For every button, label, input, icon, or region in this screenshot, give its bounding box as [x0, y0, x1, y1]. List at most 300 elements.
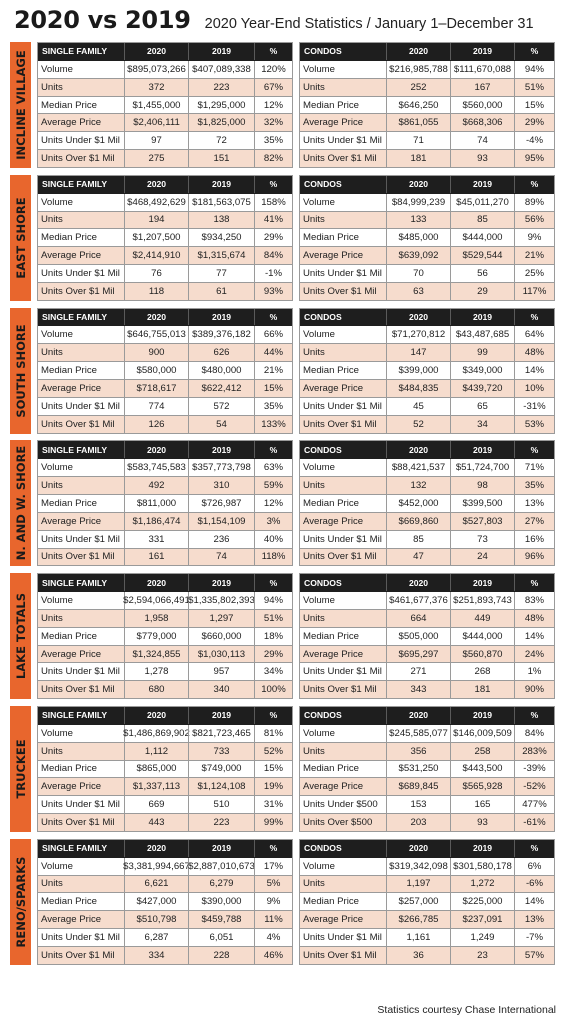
value-2020: 900 [124, 344, 188, 361]
regions-container [10, 42, 558, 972]
table-row [300, 194, 554, 212]
col-percent-header: % [514, 574, 554, 591]
row-label: Volume [41, 462, 73, 474]
table-row [38, 495, 292, 513]
col-percent-header: % [514, 840, 554, 857]
percent-change: 21% [254, 362, 292, 379]
percent-change: 29% [254, 646, 292, 663]
single-family-table [37, 839, 293, 965]
single-family-table [37, 573, 293, 699]
row-label: Median Price [41, 365, 97, 377]
table-row [300, 646, 554, 664]
value-2019: 1,272 [450, 876, 514, 893]
table-row [38, 681, 292, 698]
col-type-header: SINGLE FAMILY [42, 312, 108, 323]
value-2020: 194 [124, 212, 188, 229]
table-header-row [300, 176, 554, 194]
condos-table [299, 440, 555, 566]
percent-change: 14% [514, 362, 554, 379]
value-2019: 56 [450, 265, 514, 282]
value-2019: $560,000 [450, 97, 514, 114]
percent-change: -1% [254, 265, 292, 282]
value-2019: 449 [450, 610, 514, 627]
percent-change: 4% [254, 929, 292, 946]
value-2019: $1,154,109 [188, 513, 254, 530]
row-label: Average Price [41, 382, 102, 394]
table-header-row [38, 441, 292, 459]
region-label-bar [10, 175, 31, 301]
percent-change: 6% [514, 858, 554, 875]
value-2020: 1,112 [124, 743, 188, 760]
row-label: Units Under $1 Mil [41, 400, 120, 412]
value-2020: $216,985,788 [386, 61, 450, 78]
col-2019-header: 2019 [450, 43, 514, 60]
value-2020: 343 [386, 681, 450, 698]
row-label: Average Price [41, 781, 102, 793]
percent-change: 52% [254, 743, 292, 760]
value-2019: 6,051 [188, 929, 254, 946]
value-2019: $439,720 [450, 380, 514, 397]
row-label: Units Over $1 Mil [41, 285, 115, 297]
percent-change: 5% [254, 876, 292, 893]
row-label: Units Under $1 Mil [41, 533, 120, 545]
table-row [300, 858, 554, 876]
value-2019: 223 [188, 79, 254, 96]
table-header-row [300, 840, 554, 858]
value-2020: 70 [386, 265, 450, 282]
col-2019-header: 2019 [450, 176, 514, 193]
row-label: Units Under $1 Mil [303, 400, 382, 412]
row-label: Units Over $500 [303, 817, 373, 829]
row-label: Median Price [41, 630, 97, 642]
region-block [10, 706, 558, 832]
value-2019: 181 [450, 681, 514, 698]
percent-change: 32% [254, 114, 292, 131]
region-label-bar [10, 42, 31, 168]
value-2019: 223 [188, 814, 254, 831]
table-row [38, 761, 292, 779]
row-label: Units Over $1 Mil [41, 551, 115, 563]
region-label-bar [10, 706, 31, 832]
value-2020: 133 [386, 212, 450, 229]
table-row [38, 265, 292, 283]
region-block [10, 573, 558, 699]
row-label: Units Over $1 Mil [41, 817, 115, 829]
row-label: Median Price [41, 763, 97, 775]
value-2019: $407,089,338 [188, 61, 254, 78]
row-label: Units Under $1 Mil [41, 932, 120, 943]
row-label: Units [303, 347, 325, 359]
value-2020: 443 [124, 814, 188, 831]
percent-change: 10% [514, 380, 554, 397]
row-label: Units Over $1 Mil [303, 418, 377, 430]
value-2019: $357,773,798 [188, 459, 254, 476]
value-2019: 34 [450, 416, 514, 433]
value-2020: $531,250 [386, 761, 450, 778]
value-2020: 774 [124, 398, 188, 415]
row-label: Volume [303, 462, 335, 474]
value-2019: $459,788 [188, 911, 254, 928]
value-2020: $689,845 [386, 778, 450, 795]
row-label: Units Under $500 [303, 799, 378, 811]
value-2020: 126 [124, 416, 188, 433]
region-label-bar [10, 573, 31, 699]
table-row [38, 416, 292, 433]
value-2020: $510,798 [124, 911, 188, 928]
col-type-header: SINGLE FAMILY [42, 46, 108, 57]
percent-change: 35% [514, 477, 554, 494]
col-2019-header: 2019 [188, 707, 254, 724]
percent-change: 27% [514, 513, 554, 530]
table-row [300, 362, 554, 380]
value-2020: 680 [124, 681, 188, 698]
col-2019-header: 2019 [188, 840, 254, 857]
table-row [300, 513, 554, 531]
row-label: Units [41, 214, 63, 226]
value-2019: $2,887,010,673 [188, 858, 254, 875]
table-row [38, 79, 292, 97]
value-2020: $399,000 [386, 362, 450, 379]
value-2020: $2,414,910 [124, 247, 188, 264]
row-label: Median Price [303, 896, 359, 908]
row-label: Volume [303, 860, 335, 872]
percent-change: 95% [514, 150, 554, 167]
percent-change: 99% [254, 814, 292, 831]
row-label: Volume [303, 727, 335, 739]
table-row [300, 265, 554, 283]
value-2019: 1,249 [450, 929, 514, 946]
row-label: Volume [41, 594, 73, 606]
percent-change: 59% [254, 477, 292, 494]
col-2020-header: 2020 [386, 441, 450, 458]
row-label: Units [41, 612, 63, 624]
value-2020: $485,000 [386, 229, 450, 246]
value-2019: 93 [450, 814, 514, 831]
value-2020: $3,381,994,667 [124, 858, 188, 875]
row-label: Units Under $1 Mil [303, 666, 382, 678]
statistics-credit: Statistics courtesy Chase International [377, 1004, 556, 1016]
table-row [300, 796, 554, 814]
row-label: Volume [303, 63, 335, 75]
row-label: Median Price [303, 630, 359, 642]
value-2020: $1,337,113 [124, 778, 188, 795]
col-2019-header: 2019 [450, 309, 514, 326]
value-2020: 331 [124, 531, 188, 548]
value-2020: 6,287 [124, 929, 188, 946]
region-name: SOUTH SHORE [13, 323, 28, 418]
percent-change: 57% [514, 947, 554, 964]
table-row [38, 663, 292, 681]
table-row [300, 947, 554, 964]
value-2020: $1,186,474 [124, 513, 188, 530]
percent-change: 3% [254, 513, 292, 530]
region-name: N. AND W. SHORE [13, 446, 28, 561]
percent-change: 48% [514, 610, 554, 627]
percent-change: 56% [514, 212, 554, 229]
percent-change: 51% [514, 79, 554, 96]
table-row [38, 814, 292, 831]
row-label: Volume [41, 727, 73, 739]
value-2020: $646,250 [386, 97, 450, 114]
percent-change: 18% [254, 628, 292, 645]
value-2019: $560,870 [450, 646, 514, 663]
value-2020: $718,617 [124, 380, 188, 397]
percent-change: -31% [514, 398, 554, 415]
table-header-row [300, 574, 554, 592]
col-percent-header: % [514, 43, 554, 60]
col-percent-header: % [254, 176, 292, 193]
row-label: Units Over $1 Mil [41, 949, 115, 961]
row-label: Average Price [303, 117, 364, 129]
percent-change: 90% [514, 681, 554, 698]
table-row [38, 513, 292, 531]
condos-table [299, 42, 555, 168]
value-2019: $726,987 [188, 495, 254, 512]
row-label: Average Price [303, 781, 364, 793]
col-percent-header: % [254, 441, 292, 458]
col-percent-header: % [254, 574, 292, 591]
region-block [10, 308, 558, 434]
value-2020: 161 [124, 549, 188, 566]
row-label: Average Price [303, 648, 364, 660]
col-type-header: SINGLE FAMILY [42, 843, 108, 854]
percent-change: -52% [514, 778, 554, 795]
value-2019: $622,412 [188, 380, 254, 397]
value-2020: $266,785 [386, 911, 450, 928]
col-percent-header: % [254, 309, 292, 326]
percent-change: 84% [514, 725, 554, 742]
value-2019: $181,563,075 [188, 194, 254, 211]
table-row [300, 592, 554, 610]
row-label: Volume [41, 63, 73, 75]
value-2020: 372 [124, 79, 188, 96]
row-label: Units [41, 745, 63, 757]
region-label-bar [10, 308, 31, 434]
row-label: Units Under $1 Mil [41, 799, 120, 811]
table-row [300, 398, 554, 416]
value-2020: $895,073,266 [124, 61, 188, 78]
condos-table [299, 308, 555, 434]
value-2020: $1,207,500 [124, 229, 188, 246]
value-2020: $319,342,098 [386, 858, 450, 875]
col-2020-header: 2020 [124, 176, 188, 193]
value-2020: $505,000 [386, 628, 450, 645]
table-row [300, 61, 554, 79]
col-percent-header: % [514, 309, 554, 326]
col-2019-header: 2019 [188, 43, 254, 60]
col-type-header: CONDOS [304, 444, 342, 455]
value-2019: 98 [450, 477, 514, 494]
table-row [300, 380, 554, 398]
percent-change: 25% [514, 265, 554, 282]
value-2020: $257,000 [386, 893, 450, 910]
page-title: 2020 vs 2019 [14, 6, 191, 34]
percent-change: 1% [514, 663, 554, 680]
col-2020-header: 2020 [386, 43, 450, 60]
row-label: Units [303, 878, 325, 890]
value-2019: $668,306 [450, 114, 514, 131]
table-row [300, 150, 554, 167]
value-2020: $695,297 [386, 646, 450, 663]
percent-change: -4% [514, 132, 554, 149]
col-type-header: CONDOS [304, 46, 342, 57]
row-label: Average Price [303, 515, 364, 527]
row-label: Units Over $1 Mil [303, 684, 377, 696]
percent-change: 11% [254, 911, 292, 928]
table-row [38, 229, 292, 247]
table-row [300, 79, 554, 97]
col-percent-header: % [254, 43, 292, 60]
row-label: Units [41, 878, 63, 890]
value-2020: $669,860 [386, 513, 450, 530]
value-2019: 572 [188, 398, 254, 415]
table-row [300, 876, 554, 894]
value-2019: 72 [188, 132, 254, 149]
col-percent-header: % [254, 707, 292, 724]
percent-change: 14% [514, 628, 554, 645]
percent-change: 40% [254, 531, 292, 548]
row-label: Volume [41, 196, 73, 208]
percent-change: 9% [254, 893, 292, 910]
percent-change: 12% [254, 495, 292, 512]
row-label: Median Price [303, 99, 359, 111]
value-2019: 61 [188, 283, 254, 300]
value-2019: $660,000 [188, 628, 254, 645]
value-2019: 167 [450, 79, 514, 96]
value-2020: $646,755,013 [124, 326, 188, 343]
percent-change: 67% [254, 79, 292, 96]
row-label: Average Price [303, 914, 364, 926]
value-2020: 71 [386, 132, 450, 149]
col-type-header: SINGLE FAMILY [42, 577, 108, 588]
table-row [38, 380, 292, 398]
row-label: Units Over $1 Mil [303, 285, 377, 297]
value-2020: $580,000 [124, 362, 188, 379]
row-label: Median Price [41, 232, 97, 244]
percent-change: 84% [254, 247, 292, 264]
row-label: Units [303, 612, 325, 624]
value-2019: 510 [188, 796, 254, 813]
col-2020-header: 2020 [386, 309, 450, 326]
region-block [10, 42, 558, 168]
percent-change: 21% [514, 247, 554, 264]
value-2019: $480,000 [188, 362, 254, 379]
col-2020-header: 2020 [386, 176, 450, 193]
row-label: Units Over $1 Mil [41, 418, 115, 430]
percent-change: 13% [514, 495, 554, 512]
region-block [10, 839, 558, 965]
col-2020-header: 2020 [124, 574, 188, 591]
page-subtitle: 2020 Year-End Statistics / January 1–December 31 [204, 16, 534, 32]
condos-table [299, 573, 555, 699]
col-2020-header: 2020 [124, 43, 188, 60]
table-header-row [300, 43, 554, 61]
value-2020: 97 [124, 132, 188, 149]
row-label: Volume [303, 196, 335, 208]
table-row [300, 681, 554, 698]
value-2020: 275 [124, 150, 188, 167]
table-row [300, 778, 554, 796]
row-label: Average Price [41, 648, 102, 660]
table-row [300, 549, 554, 566]
percent-change: 29% [254, 229, 292, 246]
value-2020: 271 [386, 663, 450, 680]
col-percent-header: % [254, 840, 292, 857]
table-row [300, 97, 554, 115]
value-2019: $443,500 [450, 761, 514, 778]
value-2019: $529,544 [450, 247, 514, 264]
value-2019: $111,670,088 [450, 61, 514, 78]
percent-change: 477% [514, 796, 554, 813]
value-2020: 153 [386, 796, 450, 813]
value-2019: 85 [450, 212, 514, 229]
table-row [300, 416, 554, 433]
row-label: Average Price [41, 914, 102, 926]
col-type-header: CONDOS [304, 312, 342, 323]
region-name: TRUCKEE [13, 739, 28, 799]
row-label: Median Price [303, 365, 359, 377]
condos-table [299, 175, 555, 301]
region-name: LAKE TOTALS [13, 593, 28, 680]
value-2019: $349,000 [450, 362, 514, 379]
percent-change: 94% [254, 592, 292, 609]
percent-change: 64% [514, 326, 554, 343]
region-label-bar [10, 839, 31, 965]
table-row [300, 114, 554, 132]
row-label: Average Price [303, 250, 364, 262]
value-2019: 1,297 [188, 610, 254, 627]
percent-change: 81% [254, 725, 292, 742]
percent-change: 158% [254, 194, 292, 211]
col-2019-header: 2019 [188, 441, 254, 458]
value-2020: $811,000 [124, 495, 188, 512]
table-row [38, 531, 292, 549]
value-2019: 165 [450, 796, 514, 813]
value-2020: $88,421,537 [386, 459, 450, 476]
table-row [38, 150, 292, 167]
table-row [38, 114, 292, 132]
col-type-header: SINGLE FAMILY [42, 444, 108, 455]
percent-change: 89% [514, 194, 554, 211]
table-row [300, 929, 554, 947]
value-2020: 1,958 [124, 610, 188, 627]
row-label: Median Price [303, 497, 359, 509]
table-row [38, 796, 292, 814]
col-2020-header: 2020 [124, 840, 188, 857]
percent-change: 94% [514, 61, 554, 78]
value-2020: 132 [386, 477, 450, 494]
value-2019: 99 [450, 344, 514, 361]
value-2019: 151 [188, 150, 254, 167]
percent-change: 44% [254, 344, 292, 361]
table-row [38, 61, 292, 79]
value-2019: 733 [188, 743, 254, 760]
table-row [300, 247, 554, 265]
value-2019: 6,279 [188, 876, 254, 893]
table-row [300, 911, 554, 929]
table-row [38, 929, 292, 947]
table-row [38, 326, 292, 344]
percent-change: -39% [514, 761, 554, 778]
percent-change: 9% [514, 229, 554, 246]
value-2019: 74 [450, 132, 514, 149]
percent-change: 15% [254, 380, 292, 397]
region-block [10, 440, 558, 566]
value-2020: 334 [124, 947, 188, 964]
table-row [38, 911, 292, 929]
value-2020: 76 [124, 265, 188, 282]
value-2019: $527,803 [450, 513, 514, 530]
